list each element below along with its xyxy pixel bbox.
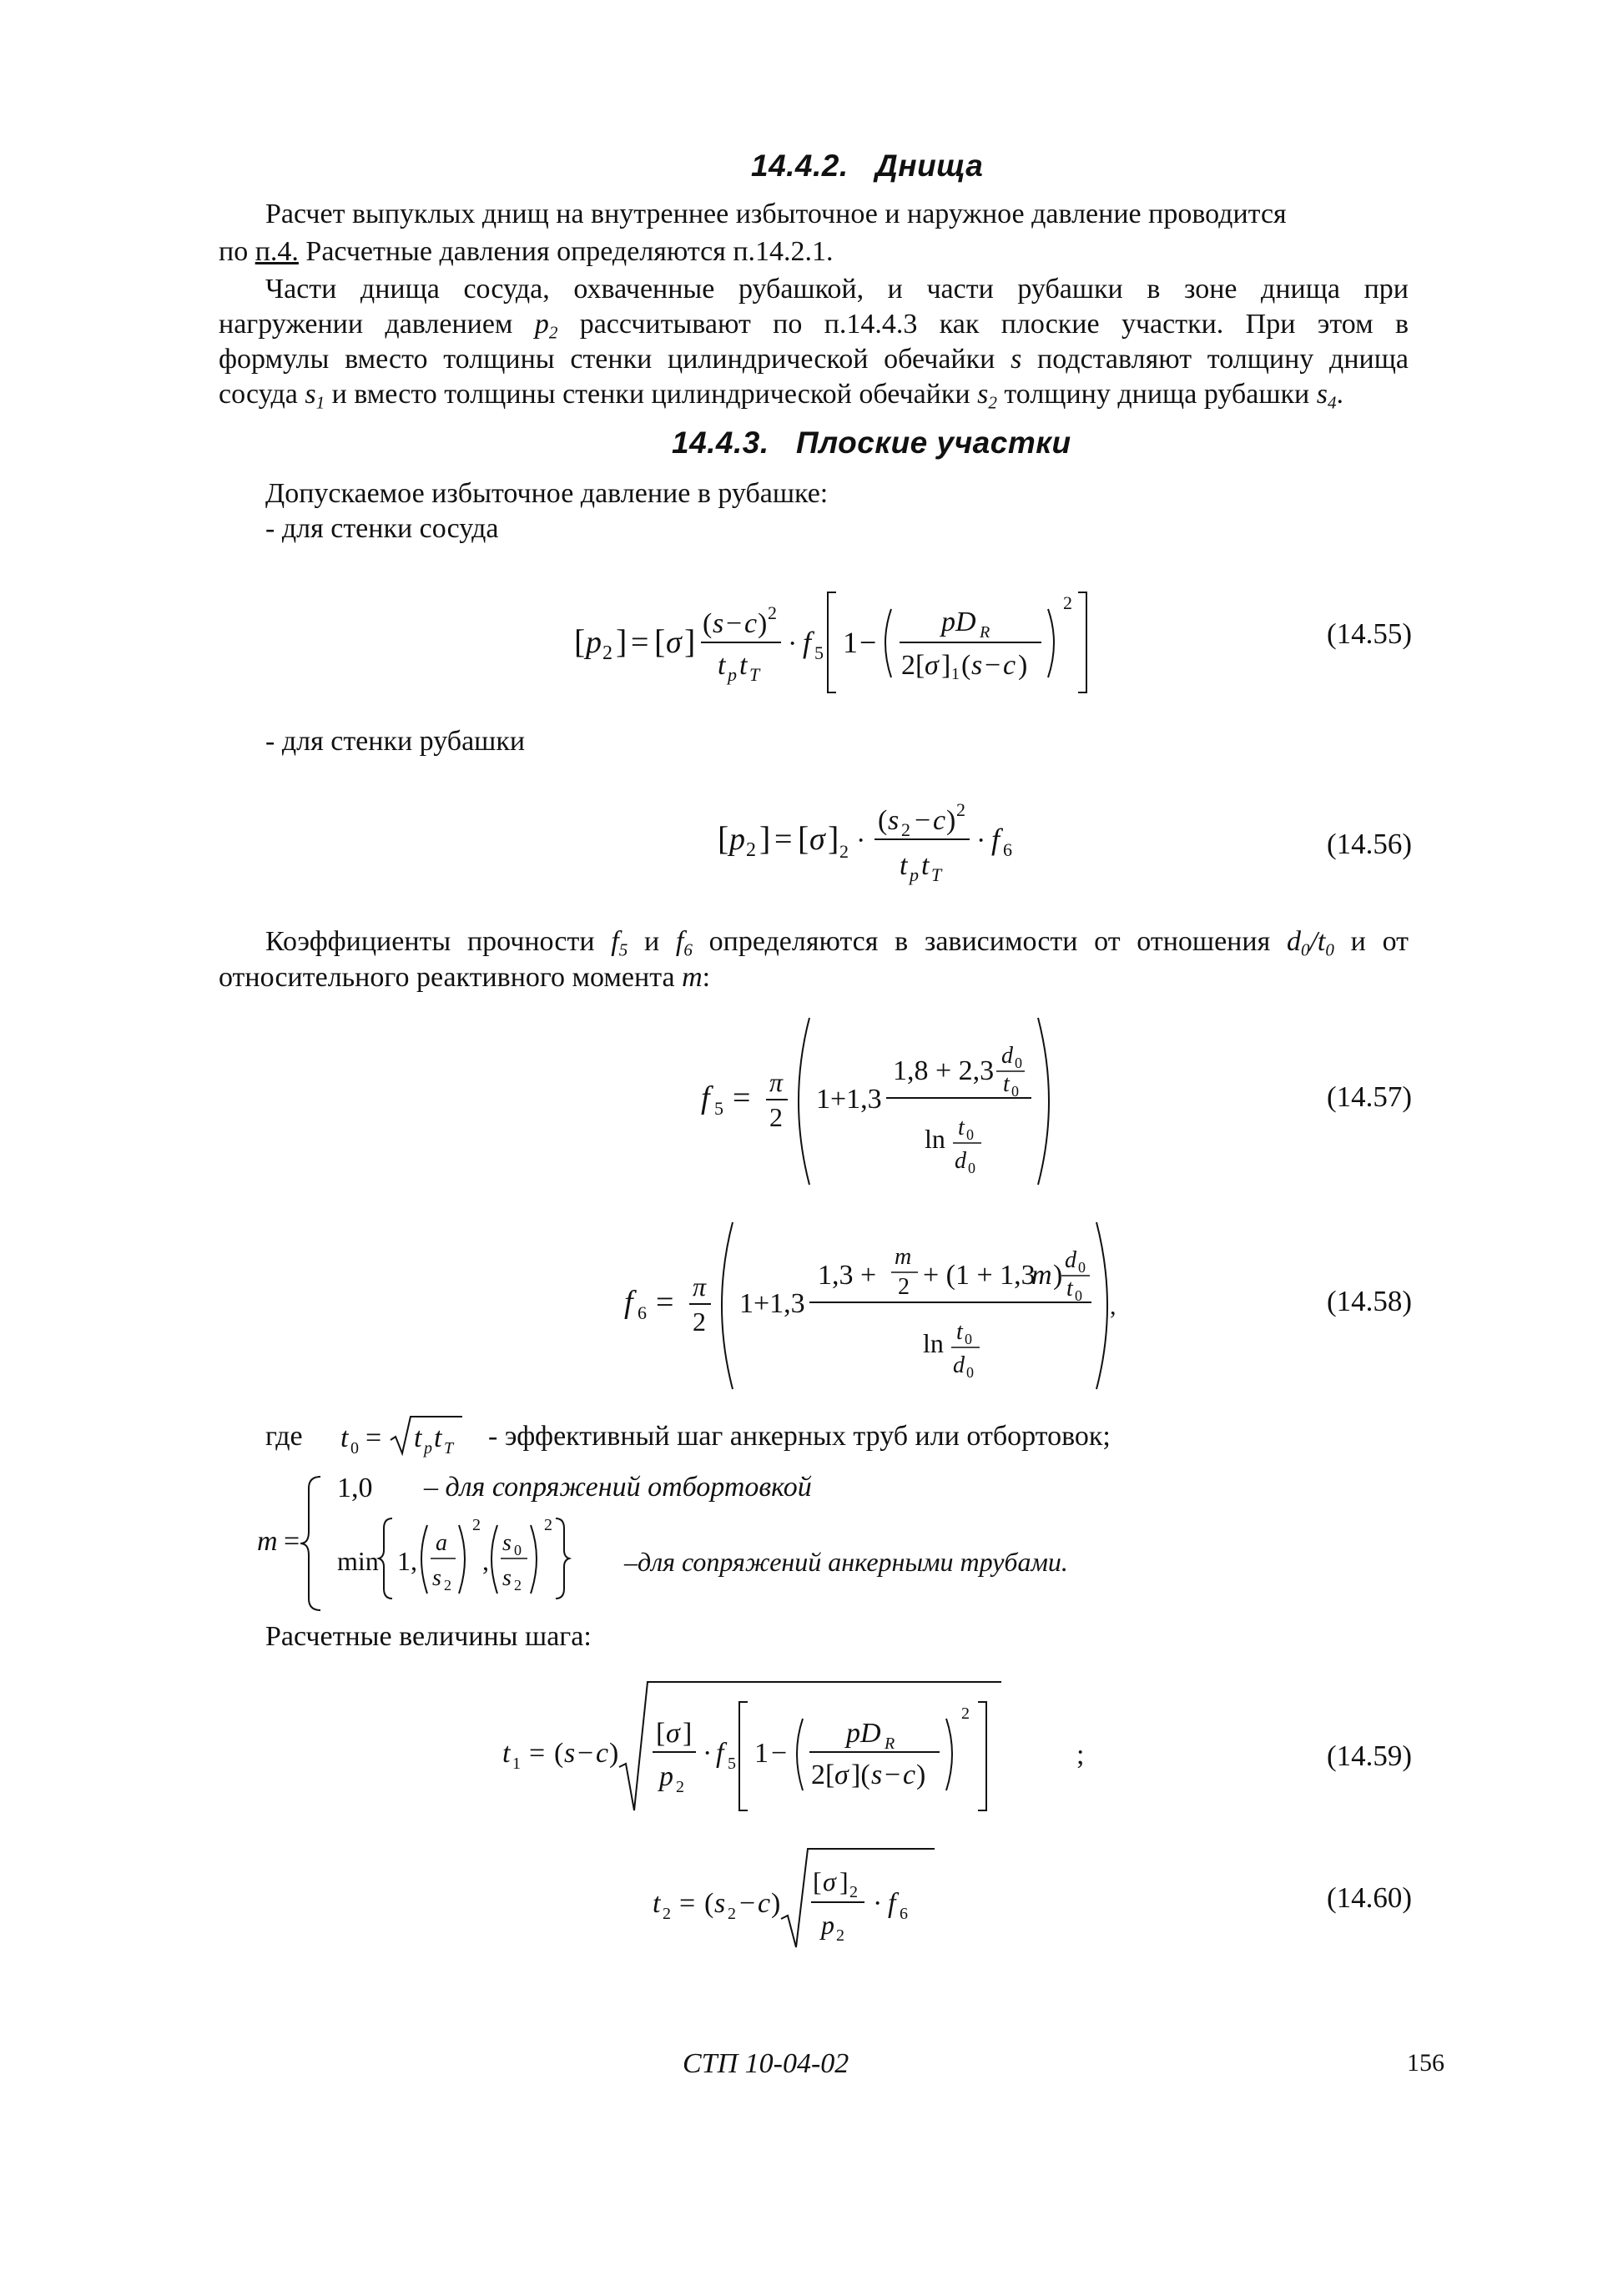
svg-text:t: t xyxy=(414,1422,422,1453)
svg-text:σ: σ xyxy=(925,650,939,681)
svg-text:): ) xyxy=(609,1738,619,1769)
svg-text:]: ] xyxy=(683,1718,693,1749)
svg-text:π: π xyxy=(769,1067,784,1097)
svg-text:ln: ln xyxy=(923,1328,944,1358)
svg-text:2: 2 xyxy=(961,1704,970,1723)
svg-text:2: 2 xyxy=(836,1926,844,1945)
svg-text:2: 2 xyxy=(602,642,612,664)
svg-text:0: 0 xyxy=(1015,1055,1022,1071)
svg-text:]: ] xyxy=(684,622,696,660)
equation-number: (14.56) xyxy=(1327,828,1413,860)
svg-text:): ) xyxy=(916,1760,926,1790)
svg-text:]: ] xyxy=(616,622,628,660)
svg-text:t: t xyxy=(921,850,930,881)
svg-text:6: 6 xyxy=(1003,839,1012,860)
svg-text:2: 2 xyxy=(728,1905,736,1923)
svg-text:2: 2 xyxy=(956,799,965,820)
svg-text:s: s xyxy=(502,1565,512,1591)
svg-text:2: 2 xyxy=(444,1577,451,1594)
svg-text:,: , xyxy=(1110,1292,1116,1320)
svg-text:σ: σ xyxy=(823,1866,836,1896)
paragraph-line: относительного реактивного момента m: xyxy=(219,962,711,993)
svg-text:=: = xyxy=(529,1738,546,1769)
section-number: 14.4.2. xyxy=(751,149,849,183)
svg-text:=: = xyxy=(679,1888,696,1919)
svg-text:1: 1 xyxy=(843,626,858,659)
svg-text:f: f xyxy=(803,626,812,659)
svg-text:]: ] xyxy=(839,1866,849,1896)
paragraph-line: Допускаемое избыточное давление в рубашке: xyxy=(265,478,829,509)
svg-text:p: p xyxy=(659,1761,673,1792)
svg-text:·: · xyxy=(856,825,866,856)
svg-text:6: 6 xyxy=(900,1905,908,1923)
svg-text:0: 0 xyxy=(1075,1287,1082,1304)
section-title: Днища xyxy=(875,149,984,183)
svg-text:[: [ xyxy=(656,1718,666,1749)
svg-text:0: 0 xyxy=(350,1439,359,1458)
svg-text:t: t xyxy=(718,650,726,681)
svg-text:−: − xyxy=(885,1760,901,1790)
svg-text:t: t xyxy=(1003,1071,1010,1097)
svg-text:(: ( xyxy=(554,1738,564,1769)
svg-text:0: 0 xyxy=(514,1542,522,1558)
formula-14-57 xyxy=(701,1010,1068,1193)
equation-number: (14.58) xyxy=(1327,1285,1413,1317)
svg-text:=: = xyxy=(774,822,793,857)
svg-text:6: 6 xyxy=(638,1302,647,1323)
svg-text:s: s xyxy=(971,650,983,681)
svg-text:s: s xyxy=(564,1738,576,1769)
svg-text:0: 0 xyxy=(1011,1083,1019,1100)
paragraph-line: формулы вместо толщины стенки цилиндрической обечайки s подставляют толщину днища xyxy=(219,344,1409,375)
section-heading-14-4-3 xyxy=(672,425,1071,461)
formula-14-60 xyxy=(651,1844,951,1952)
svg-text:a: a xyxy=(436,1530,447,1556)
svg-text:[: [ xyxy=(798,819,809,857)
svg-text:d: d xyxy=(955,1148,966,1174)
svg-text:−: − xyxy=(859,626,877,659)
svg-text:[: [ xyxy=(813,1866,822,1896)
section-link[interactable]: п.4. xyxy=(255,236,299,267)
svg-text:s: s xyxy=(432,1565,441,1591)
svg-text:m: m xyxy=(257,1526,278,1557)
section-number: 14.4.3. xyxy=(672,425,769,460)
svg-text:c: c xyxy=(744,608,758,639)
svg-text:](: ]( xyxy=(851,1760,870,1790)
svg-text:1: 1 xyxy=(512,1755,521,1773)
formula-14-55 xyxy=(567,576,1118,701)
svg-text:·: · xyxy=(788,628,798,659)
svg-text:=: = xyxy=(284,1526,300,1557)
svg-text:]: ] xyxy=(828,819,839,857)
svg-text:0: 0 xyxy=(1078,1259,1086,1276)
svg-text:2: 2 xyxy=(898,1274,910,1300)
section-title: Плоские участки xyxy=(796,425,1071,460)
paragraph-line: - для стенки рубашки xyxy=(265,726,526,757)
svg-text:[: [ xyxy=(718,819,729,857)
svg-text:s: s xyxy=(888,805,900,836)
svg-text:;: ; xyxy=(1076,1740,1085,1770)
equation-number: (14.60) xyxy=(1327,1881,1413,1914)
svg-text:2: 2 xyxy=(472,1516,481,1534)
svg-text:): ) xyxy=(771,1888,781,1919)
svg-text:5: 5 xyxy=(728,1755,736,1773)
page-number: 156 xyxy=(1407,2049,1444,2077)
svg-text:σ: σ xyxy=(666,625,682,660)
svg-text:1: 1 xyxy=(754,1738,769,1769)
svg-text:t: t xyxy=(958,1115,965,1140)
svg-text:): ) xyxy=(946,805,956,836)
paragraph-line: - для стенки сосуда xyxy=(265,513,499,544)
svg-text:d: d xyxy=(953,1352,965,1378)
svg-text:(: ( xyxy=(961,650,971,681)
svg-text:m: m xyxy=(895,1244,912,1270)
svg-text:0: 0 xyxy=(966,1126,974,1143)
t0-description: - эффективный шаг анкерных труб или отбортовок; xyxy=(488,1421,1111,1452)
svg-text:s: s xyxy=(713,608,724,639)
svg-text:c: c xyxy=(596,1738,609,1769)
paragraph-line: нагружении давлением $p_2$ рассчитывают по п.14.4.3 как плоские участки. При этом в xyxy=(219,309,1409,343)
svg-text:T: T xyxy=(931,864,942,885)
svg-text:s: s xyxy=(871,1760,883,1790)
where-label: где xyxy=(265,1421,303,1452)
paragraph-line: по п.4. Расчетные давления определяются п.14.2.1. xyxy=(219,236,834,267)
svg-text:): ) xyxy=(1018,650,1028,681)
svg-text:): ) xyxy=(758,608,768,639)
svg-text:[: [ xyxy=(654,622,666,660)
svg-text:2: 2 xyxy=(849,1883,858,1901)
svg-text:min: min xyxy=(337,1546,379,1576)
svg-text:p: p xyxy=(910,864,919,885)
svg-text:2: 2 xyxy=(839,841,849,862)
svg-text:s: s xyxy=(714,1888,726,1919)
svg-text:2[: 2[ xyxy=(901,650,925,681)
equation-number: (14.59) xyxy=(1327,1740,1413,1772)
formula-t0 xyxy=(337,1410,471,1460)
svg-text:R: R xyxy=(980,623,990,642)
svg-text:pD: pD xyxy=(846,1718,881,1749)
svg-text:pD: pD xyxy=(941,607,976,637)
svg-text:−: − xyxy=(739,1888,756,1919)
formula-14-56 xyxy=(718,793,1068,893)
svg-text:2: 2 xyxy=(768,602,777,623)
svg-text:1: 1 xyxy=(951,665,960,683)
svg-text:p: p xyxy=(424,1439,432,1458)
svg-text:[: [ xyxy=(574,622,586,660)
svg-text:p: p xyxy=(586,625,602,660)
svg-text:π: π xyxy=(693,1271,707,1302)
svg-text:]: ] xyxy=(759,819,771,857)
svg-text:0: 0 xyxy=(966,1364,974,1381)
svg-text:σ: σ xyxy=(834,1760,849,1790)
svg-text:2: 2 xyxy=(544,1516,552,1534)
svg-text:=: = xyxy=(733,1080,751,1115)
svg-text:T: T xyxy=(444,1439,454,1458)
svg-text:+ (1 + 1,3: + (1 + 1,3 xyxy=(923,1260,1036,1291)
svg-text:f: f xyxy=(716,1738,724,1769)
formula-14-58 xyxy=(624,1214,1125,1397)
svg-text:m: m xyxy=(1031,1260,1052,1291)
svg-text:p: p xyxy=(728,664,737,685)
svg-text:f: f xyxy=(991,823,1001,856)
svg-text:2: 2 xyxy=(1063,592,1072,613)
svg-text:1,3 +: 1,3 + xyxy=(818,1260,877,1291)
svg-text:2: 2 xyxy=(693,1307,706,1337)
svg-text:·: · xyxy=(976,825,986,856)
svg-text:2: 2 xyxy=(663,1905,671,1923)
svg-text:ln: ln xyxy=(925,1124,945,1154)
svg-text:,: , xyxy=(482,1546,489,1576)
svg-text:2: 2 xyxy=(746,839,756,861)
svg-text:(: ( xyxy=(703,608,713,639)
equation-number: (14.55) xyxy=(1327,617,1413,650)
svg-text:=: = xyxy=(631,625,649,660)
svg-text:(: ( xyxy=(878,805,888,836)
svg-text:1,8 + 2,3: 1,8 + 2,3 xyxy=(893,1055,995,1086)
svg-text:t: t xyxy=(1066,1276,1073,1302)
formula-14-59 xyxy=(501,1677,1101,1819)
svg-text:(: ( xyxy=(704,1888,714,1919)
svg-text:c: c xyxy=(933,805,946,836)
svg-text:−: − xyxy=(577,1738,594,1769)
svg-text:2[: 2[ xyxy=(811,1760,835,1790)
svg-text:−: − xyxy=(985,650,1001,681)
svg-text:5: 5 xyxy=(814,642,824,663)
m-case-flanging: – для сопряжений отбортовкой xyxy=(424,1472,812,1503)
svg-text:1+1,3: 1+1,3 xyxy=(816,1084,882,1115)
svg-text:c: c xyxy=(758,1888,771,1919)
svg-text:d: d xyxy=(1001,1043,1013,1069)
svg-text:t: t xyxy=(502,1738,511,1769)
svg-text:c: c xyxy=(1003,650,1016,681)
svg-text:2: 2 xyxy=(514,1577,522,1594)
document-code: СТП 10-04-02 xyxy=(683,2048,849,2079)
svg-text:1,0: 1,0 xyxy=(337,1473,373,1503)
svg-text:5: 5 xyxy=(714,1098,723,1119)
svg-text:s: s xyxy=(502,1530,512,1556)
m-case-anchor-tubes: –для сопряжений анкерными трубами. xyxy=(624,1547,1068,1577)
svg-text:1,: 1, xyxy=(397,1546,417,1576)
svg-text:2: 2 xyxy=(901,819,910,840)
section-heading-14-4-2 xyxy=(751,149,983,184)
svg-text:): ) xyxy=(1053,1260,1063,1291)
svg-text:f: f xyxy=(624,1285,633,1320)
svg-text:σ: σ xyxy=(666,1718,680,1749)
svg-text:t: t xyxy=(900,850,908,881)
svg-text:1+1,3: 1+1,3 xyxy=(739,1288,805,1319)
svg-text:d: d xyxy=(1065,1247,1076,1273)
svg-text:−: − xyxy=(771,1738,788,1769)
svg-text:t: t xyxy=(739,650,748,681)
paragraph-line: сосуда $s_1$ и вместо толщины стенки цилиндрической обечайки $s_2$ толщину днища рубашки $s_4$. xyxy=(219,379,1343,413)
svg-text:·: · xyxy=(873,1888,883,1919)
svg-text:t: t xyxy=(653,1888,661,1919)
svg-text:f: f xyxy=(888,1888,896,1919)
svg-text:σ: σ xyxy=(809,822,825,857)
paragraph-line: Части днища сосуда, охваченные рубашкой, и части рубашки в зоне днища при xyxy=(265,274,1409,305)
paragraph-line: Расчетные величины шага: xyxy=(265,1621,592,1652)
paragraph-line: Коэффициенты прочности $f_5$ и $f_6$ определяются в зависимости от отношения $d_0/t_0$ и от xyxy=(265,926,1409,960)
svg-text:t: t xyxy=(340,1422,349,1453)
svg-text:=: = xyxy=(365,1422,382,1453)
svg-text:R: R xyxy=(885,1735,895,1753)
svg-text:T: T xyxy=(749,664,760,685)
svg-text:p: p xyxy=(821,1910,834,1940)
svg-text:=: = xyxy=(656,1285,674,1320)
svg-text:c: c xyxy=(903,1760,916,1790)
svg-text:·: · xyxy=(703,1738,713,1769)
svg-text:t: t xyxy=(956,1319,963,1345)
equation-number: (14.57) xyxy=(1327,1080,1413,1113)
svg-text:f: f xyxy=(701,1080,710,1115)
svg-text:2: 2 xyxy=(676,1778,684,1796)
svg-text:0: 0 xyxy=(965,1331,972,1347)
svg-text:t: t xyxy=(434,1422,442,1453)
svg-text:−: − xyxy=(915,805,931,836)
svg-text:0: 0 xyxy=(968,1160,975,1176)
svg-text:]: ] xyxy=(941,650,951,681)
svg-text:2: 2 xyxy=(769,1102,783,1132)
svg-text:−: − xyxy=(726,608,743,639)
svg-text:p: p xyxy=(729,822,745,857)
paragraph-line: Расчет выпуклых днищ на внутреннее избыточное и наружное давление проводится xyxy=(265,199,1287,229)
